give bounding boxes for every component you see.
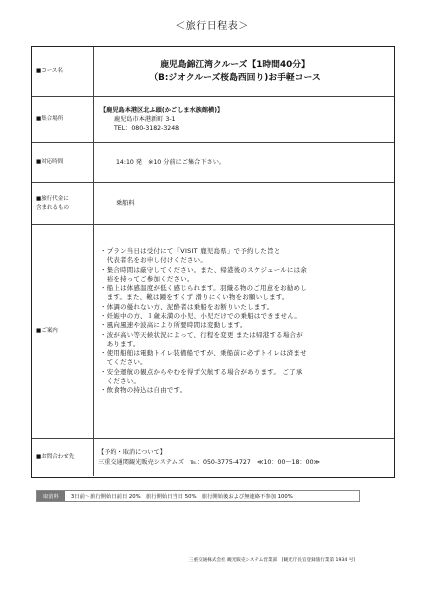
- row-included: [32, 183, 394, 225]
- meeting-place-name: 【鹿児島本港区北ふ頭(かごしま水族館横)】: [100, 106, 224, 114]
- row-course: [32, 47, 394, 97]
- meeting-tel: TEL：080-3182-3248: [114, 125, 180, 133]
- cancellation-tag: 取消料: [37, 491, 65, 501]
- guide-note: ・妊娠中の方、１歳未満の小児、小児だけでの乗船はできません。: [100, 311, 302, 320]
- course-name: [100, 47, 390, 96]
- row-label-meeting: ■集合場所: [32, 97, 94, 142]
- guide-notes: [100, 225, 390, 438]
- guide-note: あります。: [100, 339, 140, 348]
- included-items: 乗船料: [116, 199, 135, 207]
- row-label-course: ■コース名: [32, 47, 94, 96]
- guide-note: 代表者名をお申し付けください。: [100, 256, 208, 265]
- row-meeting: [32, 97, 394, 143]
- cancellation-text: 3日前～旅行開始日前日 20% 旅行開始日当日 50% 旅行開始後および無連絡不参加 100%: [70, 494, 293, 500]
- guide-note: ・集合時間は厳守してください。また、帰港後のスケジュールには余: [100, 265, 308, 274]
- itinerary-table: [31, 46, 395, 478]
- contact-info: [98, 439, 390, 476]
- guide-note: ・風向風速や波高により所要時間は変動します。: [100, 321, 247, 330]
- guide-note: てください。: [100, 358, 147, 367]
- meeting-address: 鹿児島市本港新町 3-1: [114, 115, 176, 123]
- row-contact: [32, 439, 394, 476]
- guide-note: ・飲食物の持込は自由です。: [100, 386, 187, 395]
- cancellation-fee-box: [36, 490, 360, 502]
- guide-note: 裕を持ってご参加ください。: [100, 274, 194, 283]
- guide-note: ます。また、靴は踵をすくず 滑りにくい物をお願いします。: [100, 293, 289, 302]
- departure-time: 14:10 発 ※10 分前にご集合下さい。: [116, 158, 226, 166]
- guide-note: ・使用船舶は電動トイレ装備船ですが、乗船前に必ずトイレは済ませ: [100, 349, 307, 358]
- contact-line1: 【予約・取消について】: [98, 449, 166, 457]
- row-label-contact: ■お問合わせ先: [32, 439, 94, 476]
- guide-note: ・船上は体感温度が低く感じられます。羽織る物のご用意をお勧めし: [100, 284, 307, 293]
- row-label-included: ■旅行代金に 含まれるもの: [32, 183, 94, 224]
- guide-note: ・プラン当日は受付にて「VISIT 鹿児島県」で予約した旨と: [100, 247, 281, 255]
- course-name-line1: 鹿児島錦江湾クルーズ【1時間40分】: [160, 59, 310, 70]
- contact-line2: 三重交通関観光販売システムズ ℡：050-3775-4727 ≪10：00～18：00≫: [98, 458, 320, 466]
- row-label-time: ■対応時間: [32, 143, 94, 182]
- row-guide: [32, 225, 394, 439]
- guide-note: ・体調の優れない方、泥酔者は乗船をお断りいたします。: [100, 302, 274, 311]
- company-footer: 三重交通株式会社 観光販売システム営業部 [観光庁長官登録旅行業第 1934 号]: [188, 558, 356, 563]
- row-label-guide: ■ご案内: [32, 225, 94, 438]
- meeting-place: [100, 97, 390, 142]
- guide-note: ・波が高い等天候状況によって、行程を変更 または帰港する場合が: [100, 330, 303, 339]
- guide-note: ください。: [100, 376, 141, 385]
- row-time: [32, 143, 394, 183]
- guide-note: ・安全運航の観点からやむを得ず欠航する場合があります。 ご了承: [100, 367, 303, 376]
- page-title: ＜旅行日程表＞: [175, 21, 249, 32]
- course-name-line2: （B:ジオクルーズ桜島西回り)お手軽コース: [149, 72, 321, 83]
